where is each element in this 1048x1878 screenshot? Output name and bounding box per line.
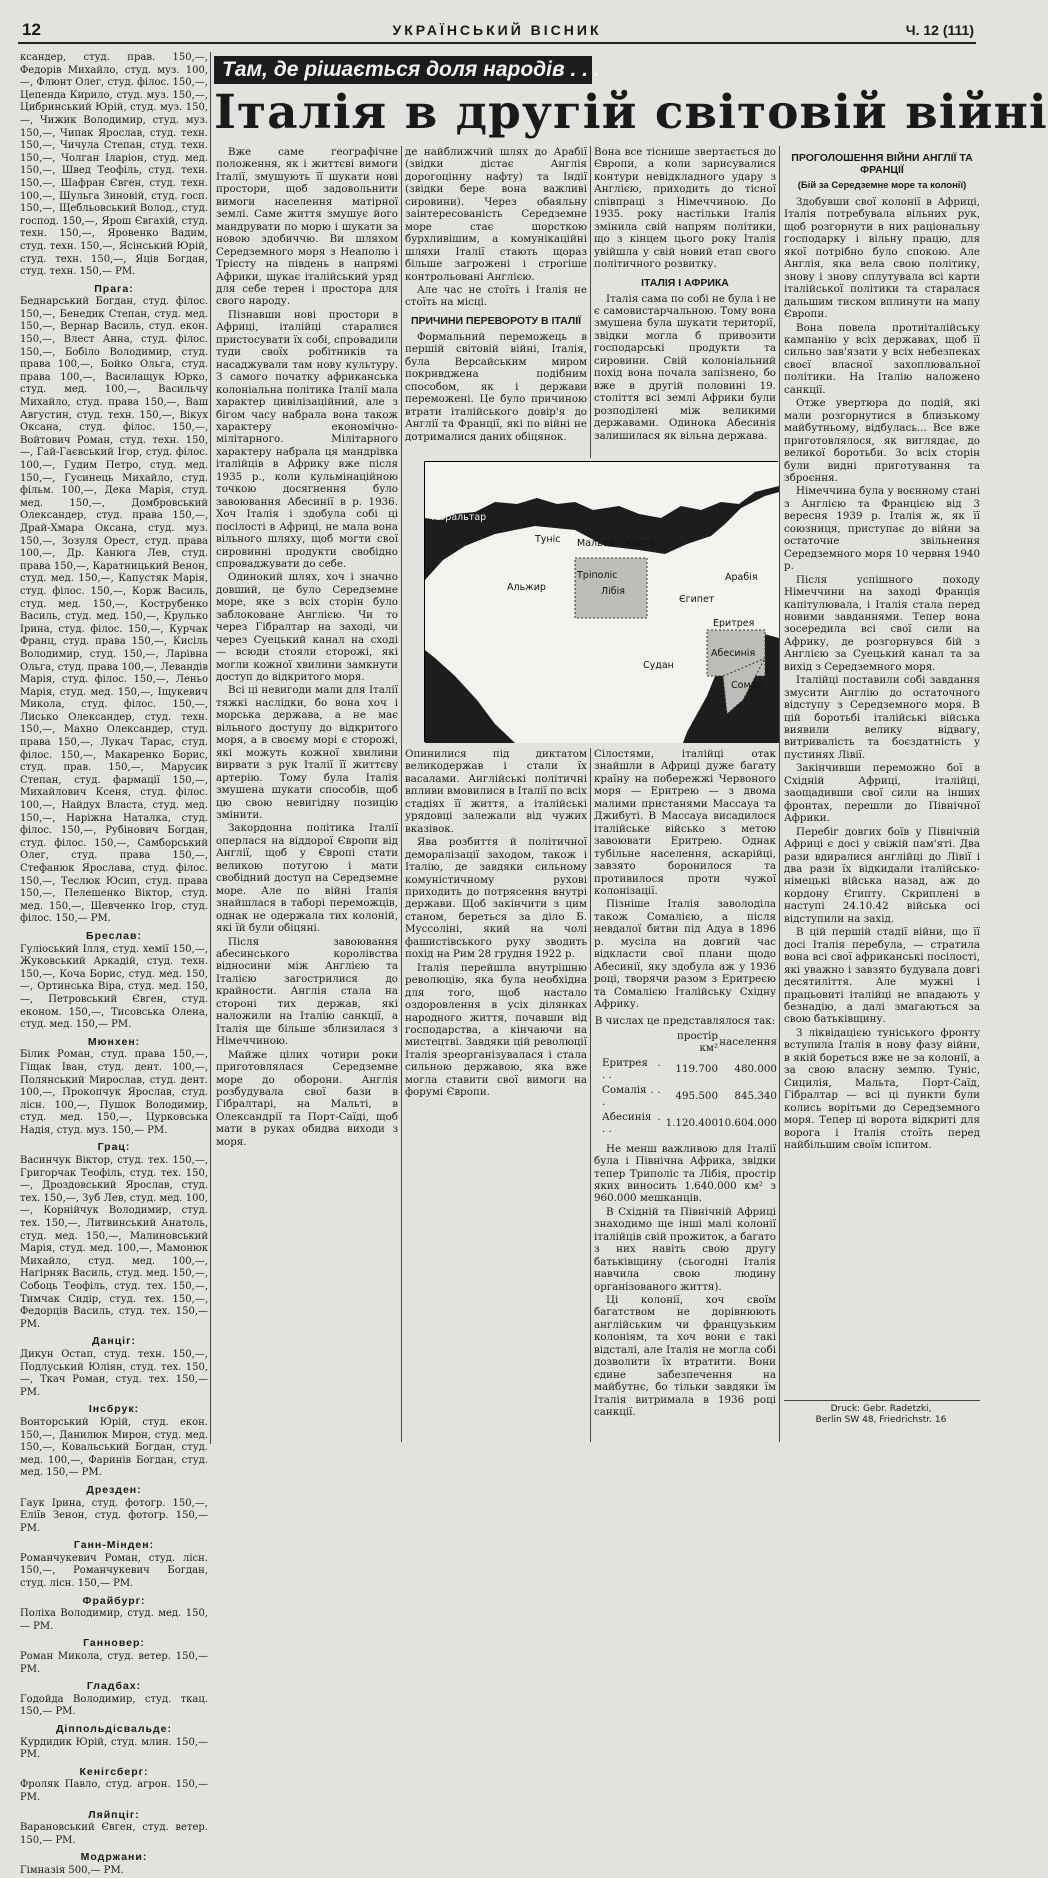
article-paragraph: Пізніше Італія заволоділа також Сомалією, а після невдалої битви під Адуа в 1896 р. мусіла на довгий час відкласти свої плани щодо Абесинії, яку здобула аж у 1936 році, творячи разом з Еритреєю та Сомалією Італійську Східну Африку. <box>594 898 776 1011</box>
donor-list-intro: ксандер, студ. прав. 150,—, Федорів Михайло, студ. муз. 100,—, Флюнт Олег, студ. філос. 150,—, Цепенда Кирило, студ. муз. 150,—, Цибринський Юрій, студ. муз. 150,—, Чижик Володимир, студ. муз. 150,—, Чипак Ярослав, студ. техн. 150,—, Чичула Степан, студ. техн. 150,—, Чолган Іларіон, студ. мед. 150,—, Швед Теофіль, студ. техн. 150,—, Шафран Євген, студ. техн. 100,—, Шульга Зиновій, студ. госп. 150,—, Щебльовський Волод., студ. господ. 150,—, Ярош Євгахій, студ. техн. 150,—, Яровенко Вадим, студ. техн. 150,—, Ясінський Юрій, студ. техн. 150,—, Яців Богдан, студ. техн. 150,— РМ. <box>20 52 208 278</box>
article-column-3-top <box>594 146 776 458</box>
donor-city-list: Поліха Володимир, студ. мед. 150,— РМ. <box>20 1608 208 1632</box>
stats-intro: В числах це представлялося так: <box>594 1014 776 1027</box>
stats-body <box>602 1056 777 1137</box>
article-paragraph: Перебіг довгих боїв у Північній Африці є досі у свіжій пам'яті. Два рази вдиралися англійці до Лівії і два рази їх відкидали італійсько-німецькі війська назад, аж до кордону Єгипту. Скриплені в наступі 24.10.42 війська осі відступили на захід. <box>784 825 980 925</box>
donor-city-heading: Прага: <box>94 282 134 295</box>
map-label: Тріполіс <box>577 570 618 581</box>
article-paragraph: З ліквідацією туніського фронту вступила Італія в нову фазу війни, в якій бореться вже не за колонії, а за свою власну землю. Туніс, Сицилія, Мальта, Порт-Саїд, Гібралтар — всі ці пункти були колись ворітьми до Середземного моря. Тепер ці ворота відкриті для ворога і Італія стоїть перед найбільшим своїм іспитом. <box>784 1026 980 1151</box>
article-paragraph: Вже саме географічне положення, як і життєві вимоги Італії, змушують її шукати нові простори, щоб задовольнити вимоги населення матірної землі. Саме життя змушує його мандрувати по морю і шукати за новою здобиччю. Ви шляхом Середземного моря з Неаполю і Трієсту на південь в напрямі Африки, шукає італійський уряд для себе терен і простора для свого народу. <box>216 146 398 308</box>
article-headline: Італія в другій світовій війні <box>214 85 1048 140</box>
stats-row <box>602 1110 777 1137</box>
imprint-line: Druck: Gebr. Radetzki, <box>830 1404 932 1414</box>
donor-sections <box>20 283 208 1878</box>
donor-city-list: Фроляк Павло, студ. агрон. 150,— РМ. <box>20 1779 208 1803</box>
article-kicker: Там, де рішається доля народів . . . <box>214 56 592 84</box>
article-paragraph: Італія перейшла внутрішню революцію, яка була необхідна для того, щоб настало оздоровлення в усіх ділянках народного життя, почавши від господарства, а кінчаючи на мистецтві. Завдяки цій революції Італія зреорганізувалася і стала сильною державою, яка вже могла ставити свої вимоги на форумі Європи. <box>405 961 587 1099</box>
donor-city-heading: Інсбрук: <box>88 1403 140 1416</box>
donor-city-list: Курдидик Юрій, студ. млин. 150,— РМ. <box>20 1736 208 1761</box>
donor-city-list: Гімназія 500,— РМ. <box>20 1864 124 1876</box>
stats-cell-area: 1.120.400 <box>665 1116 719 1129</box>
stats-cell-area: 119.700 <box>675 1063 719 1076</box>
map-label: Крета <box>625 538 655 549</box>
map-label: Еритрея <box>713 618 755 629</box>
donor-city-heading: Діппольдісвальде: <box>55 1723 173 1735</box>
map-figure <box>424 461 778 742</box>
article-column-3-bottom <box>594 748 776 1442</box>
section-heading: ПРОГОЛОШЕННЯ ВІЙНИ АНГЛІЇ ТА ФРАНЦІЇ <box>791 152 973 176</box>
article-column-right <box>784 146 980 1398</box>
article-column-2-top <box>405 146 587 458</box>
donor-city-list: Гаук Ірина, студ. фотогр. 150,—, Еліїв Зенон, студ. фотогр. 150,— РМ. <box>20 1497 208 1534</box>
article-paragraph: В Східній та Північній Африці знаходимо ще інші малі колонії італійців свій прожиток, а багато з них навіть свою другу батьківщину (сьогодні Італія навчила свою людину організованого життя). <box>594 1205 776 1293</box>
printer-imprint <box>782 1404 980 1426</box>
article-paragraph: Сілостями, італійці отак знайшли в Африці дуже багату країну на побережжі Червоного моря — Еритрею — з двома малими пристанями Массауа та Джибуті. В Массауа висадилося італійське військо з метою завоювати Еритрею. Однак тубільне населення, аскарійці, завзято боронилося та противилося проти чужої колонізації. <box>594 748 776 897</box>
section-subheading: (Бій за Середземне море та колонії) <box>797 180 967 191</box>
article-paragraph: Одинокий шлях, хоч і значно довший, це було Середземне море, яке з всіх сторін було заблоковане Англією. Чи то через Гібралтар на заході, чи через Суецький канал на сході — всюди стояли сторожі, які могли кожної хвилини замкнути доступ до відкритого моря. <box>216 571 398 684</box>
map-of-mediterranean-africa <box>425 462 779 743</box>
map-label: Лібія <box>601 586 625 597</box>
article-paragraph: Не менш важливою для Італії була і Північна Африка, звідки тепер Триполіс та Лібія, простір яких виносить 1.640.000 км² з 960.000 мешканців. <box>594 1142 776 1205</box>
article-paragraph: В цій першій стадії війни, що її досі Італія перебула, — стратила вона всі свої африканські посілості, які уважно і завзято будувала довгі десятиліття. Але мужні і працьовиті італійці не впадають у безнадію, а далі змагаються за свою батьківщину. <box>784 926 980 1026</box>
article-paragraph: Ява розбиття й політичної деморалізації заходом, також і Італію, де завдяки сильному комуністичному рухові приходить до потрясення внутрі держави. Щоб закінчити з цим станом, береться за діло Б. Муссоліні, який на чолі фашистівського руху зводить похід на Рим 28 грудня 1922 р. <box>405 836 587 961</box>
donor-city-heading: Фрайбург: <box>82 1594 146 1607</box>
map-label: Гібральтар <box>431 512 487 523</box>
article-paragraph: Майже цілих чотири роки приготовлялася Середземне море до оборони. Англія розбудувала свої бази в Гібралтарі, на Мальті, в Олександрії та Порт-Саїді, щоб мати в руках обидва виходи з моря. <box>216 1048 398 1148</box>
map-label: Арабія <box>725 572 758 583</box>
donor-city-list: Вонторський Юрій, студ. екон. 150,—, Данилюк Мирон, студ. мед. 150,—, Ковальський Богдан, студ. мед. 100,—, Фаринів Богдан, студ. мед. 150,— РМ. <box>20 1416 208 1479</box>
donor-city-heading: Мюнхен: <box>87 1035 141 1048</box>
donor-city-list: Білик Роман, студ. права 150,—, Гіщак Іван, студ. дент. 100,—, Полянський Мирослав, студ. дент. 100,—, Прокопчук Ярослав, студ. лісн. 100,—, Пушок Володимир, студ. мед. 150,—, Цурковська Надія, студ. муз. 150,— РМ. <box>20 1049 208 1136</box>
article-paragraph: Вона повела протиіталійську кампанію у всіх державах, щоб її сильно зав'язати у всіх небезпеках своєї власної захоплювальної політики. На Італію наложено санкції. <box>784 321 980 396</box>
donor-city-heading: Грац: <box>97 1141 131 1154</box>
article-paragraph: Опинилися під диктатом великодержав і стали їх васалами. Англійські політичні впливи вмовилися в Італії по всіх стадіях її життя, а італійські урядовці залежали від чужих вказівок. <box>405 748 587 835</box>
running-header <box>18 20 976 44</box>
section-heading: ІТАЛІЯ І АФРИКА <box>641 276 729 289</box>
article-paragraph: Після завоювання абесинського королівства відносини між Англією та Італією загострилися до крайности. Англія стала на стороні тих держав, які наложили на Італію санкції, а Італія ще більше зблизилася з Німеччиною. <box>216 935 398 1048</box>
article-paragraph: Всі ці невигоди мали для Італії тяжкі наслідки, бо вона хоч і морська держава, а не має вільного доступу до відкритого моря, а в своєму морі є сторожі, які можуть кожної хвилини вирвати з рук Італії її життєву артерію. Тому була Італія змушена шукати способів, щоб цю свою невигідну позицію змінити. <box>216 684 398 822</box>
stats-header-area: простір км² <box>677 1029 719 1055</box>
article-paragraph: Отже увертюра до подій, які мали розгорнутися в близькому майбутньому, відбулась... Все вже приготовлялося, як виглядає, до великої боротьби. Зо всіх сторін були видні приготування та зброєння. <box>784 397 980 484</box>
map-label: Туніс <box>535 534 561 545</box>
column-divider <box>590 748 591 1442</box>
donor-city-heading: Бреслав: <box>86 929 142 942</box>
article-column-1 <box>216 146 398 1442</box>
stats-cell-pop: 845.340 <box>734 1090 777 1102</box>
stats-header-pop: населення <box>719 1036 777 1049</box>
donor-list-column <box>20 52 208 1876</box>
map-label: Єгипет <box>679 594 715 605</box>
donor-city-heading: Ганн-Мінден: <box>73 1539 155 1552</box>
column-divider <box>210 52 211 1444</box>
donor-city-list: Годойда Володимир, студ. ткац. 150,— РМ. <box>20 1693 208 1718</box>
map-label: Судан <box>643 660 674 671</box>
donor-city-heading: Кенігсберг: <box>79 1765 149 1778</box>
article-paragraph: Італія сама по собі не була і не є самовистарчальною. Тому вона змушена була шукати території, звідки могла б привозити господарські продукти та сировини. Свій колоніальний похід вона почала запізнено, бо вже в другій половині 19. століття всі землі Африки були розподілені між великими державами. Одинока Абесинія залишилася як вільна держава. <box>594 292 776 442</box>
donor-city-list: Варановський Євген, студ. ветер. 150,— РМ. <box>20 1822 208 1846</box>
donor-city-list: Романчукевич Роман, студ. лісн. 150,—, Романчукевич Богдан, студ. лісн. 150,— РМ. <box>20 1552 208 1590</box>
page-number: 12 <box>22 20 41 39</box>
stats-cell-pop: 10.604.000 <box>718 1116 777 1129</box>
donor-city-list: Гуліоський Ілля, студ. хемії 150,—, Жуковський Аркадій, студ. техн. 150,—, Коча Борис, студ. мед. 150,—, Ортинська Віра, студ. мед. 150,—, Петровський Євген, студ. економ. 150,—, Тисовська Олена, студ. мед. 150,— РМ. <box>20 943 208 1031</box>
article-paragraph: Формальний переможець в першій світовій війні, Італія, була Версайським миром покривджена подібним способом, як і держави переможені. Це було причиною втрати італійського довір'я до Англії та Франції, які по війні не дотрималися даних обіцянок. <box>405 330 587 443</box>
stats-cell-name: Абесинія . . . <box>602 1110 661 1136</box>
stats-cell-name: Сомалія . . . <box>602 1083 661 1109</box>
donor-city-list: Дикун Остап, студ. техн. 150,—, Подлуський Юліян, студ. тех. 150,—, Ткач Роман, студ. тех. 150,— РМ. <box>20 1348 208 1398</box>
stats-cell-area: 495.500 <box>675 1090 719 1102</box>
colony-stats-table <box>602 1029 777 1137</box>
donor-city-list: Роман Микола, студ. ветер. 150,— РМ. <box>20 1651 208 1675</box>
donor-city-heading: Ганновер: <box>83 1637 145 1650</box>
donor-city-heading: Данціг: <box>92 1335 136 1348</box>
imprint-rule <box>784 1400 980 1401</box>
column-divider <box>401 146 402 1442</box>
article-paragraph: Після успішного походу Німеччини на заході Франція капітулювала, і Італія стала перед новими завданнями. Тепер вона зосередила всі свої сили на Африку, де розгорнувся бій з Англією за Суецький канал та за вихід з Середземного моря. <box>784 573 980 673</box>
article-paragraph: Вона все тіснише звертається до Європи, а коли зарисувалися контури невідкладного удару з Англією, приходить до тісної співпраці з Німеччиною. До 1935. року настільки Італія змінила свій напрям політики, що з кінцем цього року Італія увійшла у свій новий етап свого політичного розвитку. <box>594 146 776 271</box>
newspaper-title: УКРАЇНСЬКИЙ ВІСНИК <box>392 22 602 38</box>
stats-cell-pop: 480.000 <box>734 1063 777 1076</box>
issue-number: Ч. 12 (111) <box>905 22 974 38</box>
donor-city-heading: Ляйпціг: <box>88 1808 140 1821</box>
section-heading: ПРИЧИНИ ПЕРЕВОРОТУ В ІТАЛІЇ <box>410 314 582 327</box>
column-divider <box>590 146 591 458</box>
donor-city-heading: Дрезден: <box>86 1483 142 1496</box>
article-paragraph: Пізнавши нові простори в Африці, італійці старалися пристосувати їх собі, спровадили туди своїх робітників та насаджували там нову культуру. З самого початку африканська колоніальна політика Італії мала характер цивілізаційний, але з бігом часу набрала вона також характеру економічно-мілітарного. Мілітарного характеру набрала ця мандрівка італійців в Африку вже після 1935 р., коли кульмінаційною точкою досягнення було завоювання Абесинії в р. 1936. Хоч Італія і здобула собі ці посілості в Африці, не мала вона вільного шляху, щоб могти свої сировинні продукти свобідно спроваджувати до себе. <box>216 308 398 570</box>
donor-city-heading: Гладбах: <box>86 1680 142 1693</box>
imprint-line: Berlin SW 48, Friedrichstr. 16 <box>815 1415 947 1425</box>
article-paragraph: Здобувши свої колонії в Африці, Італія потребувала вільних рук, щоб розгорнути в них раціональну господарку і вільну працю, для якої потрібно було спокою. Але Англія, яка вела свою політику, знову і знову сплутувала всі карти італійської політики та старалася дальшим тиском вплинути на мапу Європи. <box>784 196 980 321</box>
stats-row <box>602 1056 777 1083</box>
article-paragraph: Італійці поставили собі завдання змусити Англію до остаточного відступу з Середземного моря. В цій боротьбі італійські війська виявили велику відвагу, витривалість та боєздатність у пустинях Лівії. <box>784 674 980 761</box>
article-paragraph: Ці колонії, хоч своїм багатством не дорівнюють англійським чи французьким колоніям, та хоч вони є такі відсталі, але Італія не могла собі дозволити їх втратити. Вони єдине забезпечення на майбутнє, бо тільки завдяки їм Італія витримала в 1936 році санкції. <box>594 1294 776 1419</box>
article-paragraph: Але час не стоїть і Італія не стоїть на місці. <box>405 283 587 309</box>
article-paragraph: Закордонна політика Італії оперлася на віддорої Європи від Англії, щоб у Європі стати великою потугою і мати свобідний доступ на Середземне море. Але по війні Італія знайшлася в таборі переможців, однак не одержала тих колоній, які їй були обіцяні. <box>216 822 398 935</box>
stats-cell-name: Еритрея . . . <box>602 1056 661 1082</box>
column-divider <box>779 146 780 1442</box>
article-paragraph: де найближчий шлях до Арабії (звідки дістає Англія дорогоцінну нафту) та Індії (звідки бере вона важливі сировини). Через обаяльну заінтересованість Середземне море стає шорсткою бурхливішим, а комунікаційні шляхи Італії стають щораз більше загрожені і строгіше контрольовані Англією. <box>405 146 587 283</box>
map-label: Альжир <box>507 582 546 593</box>
donor-city-list: Васинчук Віктор, студ. тех. 150,—, Григорчак Теофіль, студ. тех. 150,—, Дроздовський Ярослав, студ. тех. 150,—, Зуб Лев, студ. мед. 100,—, Корнійчук Володимир, студ. тех. 150,—, Литвинський Анатоль, студ. мед. 150,—, Малиновський Марія, студ. мед. 100,—, Мамонюк Михайло, студ. мед. 100,—, Нагірняк Василь, студ. мед. 150,—, Собоць Теофіль, студ. тех. 150,—, Тимчак Сидір, студ. тех. 150,—, Федорців Василь, студ. тех. 150,— РМ. <box>20 1155 208 1330</box>
map-label: Сомалі <box>731 680 766 691</box>
article-paragraph: Закінчивши переможно бої в Східній Африці, італійці, заощадивши свої сили на інших фронтах, перешли до Північної Африки. <box>784 762 980 825</box>
stats-row <box>602 1083 777 1110</box>
map-label: Мальта <box>577 538 615 549</box>
map-label: Абесинія <box>711 648 756 659</box>
article-paragraph: Німеччина була у воєнному стані з Англією та Францією від 3 вересня 1939 р. Італія ж, як її союзниця, приступає до війни за остаточне звільнення Середземного моря 10 червня 1940 р. <box>784 485 980 573</box>
donor-city-heading: Модржани: <box>80 1851 148 1864</box>
article-column-2-bottom <box>405 748 587 1442</box>
stats-header-blank <box>602 1029 661 1056</box>
donor-city-list: Беднарський Богдан, студ. філос. 150,—, Бенедик Степан, студ. мед. 150,—, Вернар Василь, студ. екон. 150,—, Влест Анна, студ. філос. 150,—, Бобіло Володимир, студ. права 100,—, Бойко Ольга, студ. права 100,—, Василащук Юрко, студ. мед. 100,—, Васильчу Михайло, студ. права 150,—, Ваш Августин, студ. техн. 150,—, Вікух Оксана, студ. філос. 150,—, Войтович Роман, студ. техн. 150,—, Гай-Гаєвський Ігор, студ. філос. 100,—, Гудим Петро, студ. мед. 150,—, Гусинець Михайло, студ. фільм. 100,—, Дека Марія, студ. мед. 150,—, Домбровський Олександер, студ. права 150,—, Драй-Хмара Оксана, студ. муз. 150,—, Зозуля Орест, студ. права 100,—, Др. Канюга Лев, студ. права 150,—, Каратницький Венон, студ. мед. 150,—, Капустяк Марія, студ. філос. 150,—, Корж Василь, студ. мед. 150,—, Кострубенко Василь, студ. мед. 150,—, Крулько Ірина, студ. філос. 150,—, Курчак Франц, студ. права 150,—, Кисіль Володимир, студ. 150,—, Ларівна Ольга, студ. права 100,—, Левандів Марія, студ. філос. 150,—, Леньо Марія, студ. мед. 150,—, Іщукевич Микола, студ. філос. 150,—, Лисько Олександер, студ. техн. 150,—, Махно Олександер, студ. права 150,—, Лукач Тарас, студ. філос. 150,—, Макаренко Борис, студ. прав. 150,—, Марусик Степан, студ. фармації 150,—, Михайлович Ксеня, студ. філос. 100,—, Найдух Власта, студ. мед. 150,—, Наріжна Наталка, студ. філос. 150,—, Рубінович Богдан, студ. філос. 150,—, Самборський Олег, студ. права 150,—, Стефанюк Ярослава, студ. філос. 150,—, Теслюк Юсип, студ. права 150,—, Пелешенко Віктор, студ. мед. 150,—, Шевченко Ігор, студ. філос. 150,— РМ. <box>20 296 208 925</box>
